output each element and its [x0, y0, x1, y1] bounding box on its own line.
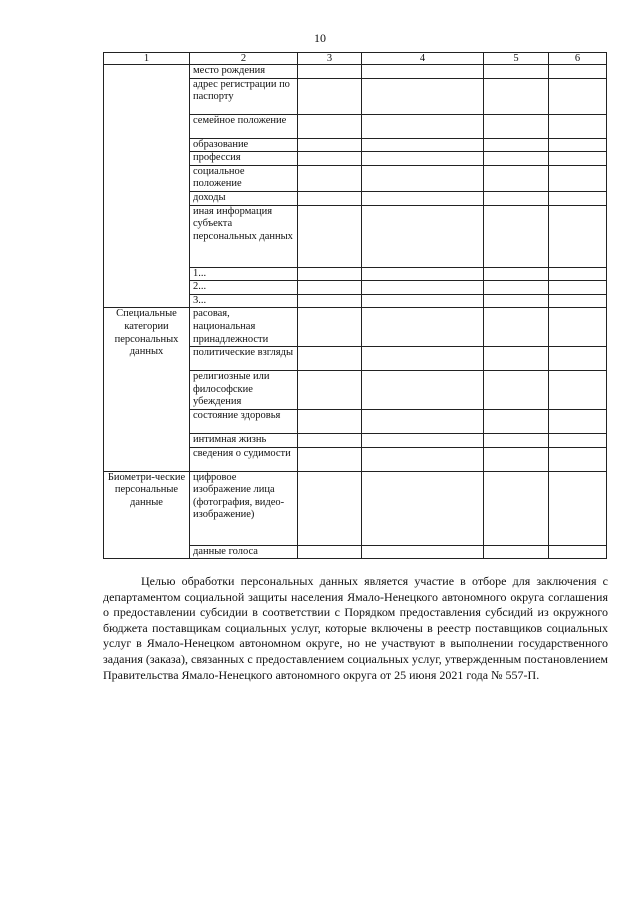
- data-item-cell: политические взгляды: [190, 347, 298, 371]
- empty-cell: [362, 308, 484, 347]
- empty-cell: [298, 409, 362, 433]
- page-number: 10: [314, 31, 326, 45]
- data-item-cell: расовая, национальная принадлежности: [190, 308, 298, 347]
- empty-cell: [298, 294, 362, 308]
- data-item-cell: иная информация субъекта персональных данных: [190, 205, 298, 267]
- table-row: [104, 65, 607, 79]
- empty-cell: [362, 371, 484, 410]
- empty-cell: [484, 281, 549, 295]
- empty-cell: [298, 138, 362, 152]
- empty-cell: [298, 191, 362, 205]
- column-header: 2: [190, 53, 298, 65]
- empty-cell: [484, 308, 549, 347]
- empty-cell: [362, 447, 484, 471]
- empty-cell: [549, 294, 607, 308]
- empty-cell: [362, 205, 484, 267]
- empty-cell: [549, 78, 607, 114]
- empty-cell: [362, 114, 484, 138]
- empty-cell: [549, 308, 607, 347]
- category-cell: [104, 65, 190, 308]
- empty-cell: [484, 65, 549, 79]
- empty-cell: [362, 281, 484, 295]
- empty-cell: [549, 267, 607, 281]
- empty-cell: [298, 165, 362, 191]
- empty-cell: [298, 78, 362, 114]
- empty-cell: [362, 409, 484, 433]
- empty-cell: [549, 347, 607, 371]
- empty-cell: [362, 165, 484, 191]
- empty-cell: [549, 138, 607, 152]
- empty-cell: [549, 65, 607, 79]
- empty-cell: [484, 152, 549, 166]
- column-header: 1: [104, 53, 190, 65]
- data-item-cell: образование: [190, 138, 298, 152]
- data-item-cell: цифровое изображение лица (фотография, видео-изображение): [190, 471, 298, 545]
- empty-cell: [484, 138, 549, 152]
- empty-cell: [484, 294, 549, 308]
- empty-cell: [549, 114, 607, 138]
- data-item-cell: 2...: [190, 281, 298, 295]
- empty-cell: [484, 409, 549, 433]
- category-cell: Специальные категории персональных данных: [104, 308, 190, 471]
- data-item-cell: состояние здоровья: [190, 409, 298, 433]
- empty-cell: [362, 347, 484, 371]
- empty-cell: [298, 545, 362, 559]
- empty-cell: [298, 205, 362, 267]
- empty-cell: [362, 191, 484, 205]
- empty-cell: [484, 471, 549, 545]
- empty-cell: [362, 294, 484, 308]
- empty-cell: [298, 471, 362, 545]
- empty-cell: [362, 152, 484, 166]
- data-item-cell: профессия: [190, 152, 298, 166]
- empty-cell: [484, 371, 549, 410]
- empty-cell: [484, 165, 549, 191]
- column-header: 5: [484, 53, 549, 65]
- table-row: [104, 471, 607, 545]
- empty-cell: [484, 545, 549, 559]
- empty-cell: [484, 191, 549, 205]
- empty-cell: [362, 545, 484, 559]
- empty-cell: [484, 433, 549, 447]
- empty-cell: [298, 447, 362, 471]
- empty-cell: [362, 78, 484, 114]
- empty-cell: [362, 267, 484, 281]
- data-item-cell: социальное положение: [190, 165, 298, 191]
- column-header: 6: [549, 53, 607, 65]
- data-item-cell: 1...: [190, 267, 298, 281]
- empty-cell: [484, 78, 549, 114]
- empty-cell: [362, 65, 484, 79]
- empty-cell: [298, 308, 362, 347]
- empty-cell: [484, 114, 549, 138]
- data-item-cell: 3...: [190, 294, 298, 308]
- empty-cell: [549, 281, 607, 295]
- empty-cell: [298, 65, 362, 79]
- empty-cell: [362, 433, 484, 447]
- empty-cell: [484, 447, 549, 471]
- data-item-cell: семейное положение: [190, 114, 298, 138]
- empty-cell: [298, 114, 362, 138]
- empty-cell: [549, 447, 607, 471]
- data-item-cell: религиозные или философские убеждения: [190, 371, 298, 410]
- category-cell: Биометри-ческие персональные данные: [104, 471, 190, 559]
- empty-cell: [298, 347, 362, 371]
- empty-cell: [549, 165, 607, 191]
- empty-cell: [298, 371, 362, 410]
- empty-cell: [549, 471, 607, 545]
- empty-cell: [484, 347, 549, 371]
- empty-cell: [484, 267, 549, 281]
- data-item-cell: сведения о судимости: [190, 447, 298, 471]
- personal-data-table: [103, 52, 607, 559]
- empty-cell: [549, 433, 607, 447]
- data-item-cell: адрес регистрации по паспорту: [190, 78, 298, 114]
- empty-cell: [549, 371, 607, 410]
- data-item-cell: интимная жизнь: [190, 433, 298, 447]
- empty-cell: [298, 267, 362, 281]
- data-item-cell: данные голоса: [190, 545, 298, 559]
- table-header-row: [104, 53, 607, 65]
- data-item-cell: место рождения: [190, 65, 298, 79]
- table-row: [104, 308, 607, 347]
- empty-cell: [549, 545, 607, 559]
- empty-cell: [298, 281, 362, 295]
- data-item-cell: доходы: [190, 191, 298, 205]
- empty-cell: [484, 205, 549, 267]
- empty-cell: [549, 191, 607, 205]
- column-header: 4: [362, 53, 484, 65]
- empty-cell: [549, 409, 607, 433]
- column-header: 3: [298, 53, 362, 65]
- empty-cell: [549, 152, 607, 166]
- purpose-paragraph: Целью обработки персональных данных является участие в отборе для заключения с департаментом социальной защиты населения Ямало-Ненецкого автономного округа соглашения о предоставлении субсидии в соответствии с Порядком предоставления субсидий из окружного бюджета поставщикам социальных услуг, которые включены в реестр поставщиков социальных услуг в Ямало-Ненецком автономном округе, но не участвуют в выполнении государственного задания (заказа), связанных с предоставлением социальных услуг, утвержденным постановлением Правительства Ямало-Ненецкого автономного округа от 25 июня 2021 года № 557-П.: [103, 574, 608, 682]
- empty-cell: [549, 205, 607, 267]
- empty-cell: [298, 152, 362, 166]
- empty-cell: [298, 433, 362, 447]
- empty-cell: [362, 138, 484, 152]
- empty-cell: [362, 471, 484, 545]
